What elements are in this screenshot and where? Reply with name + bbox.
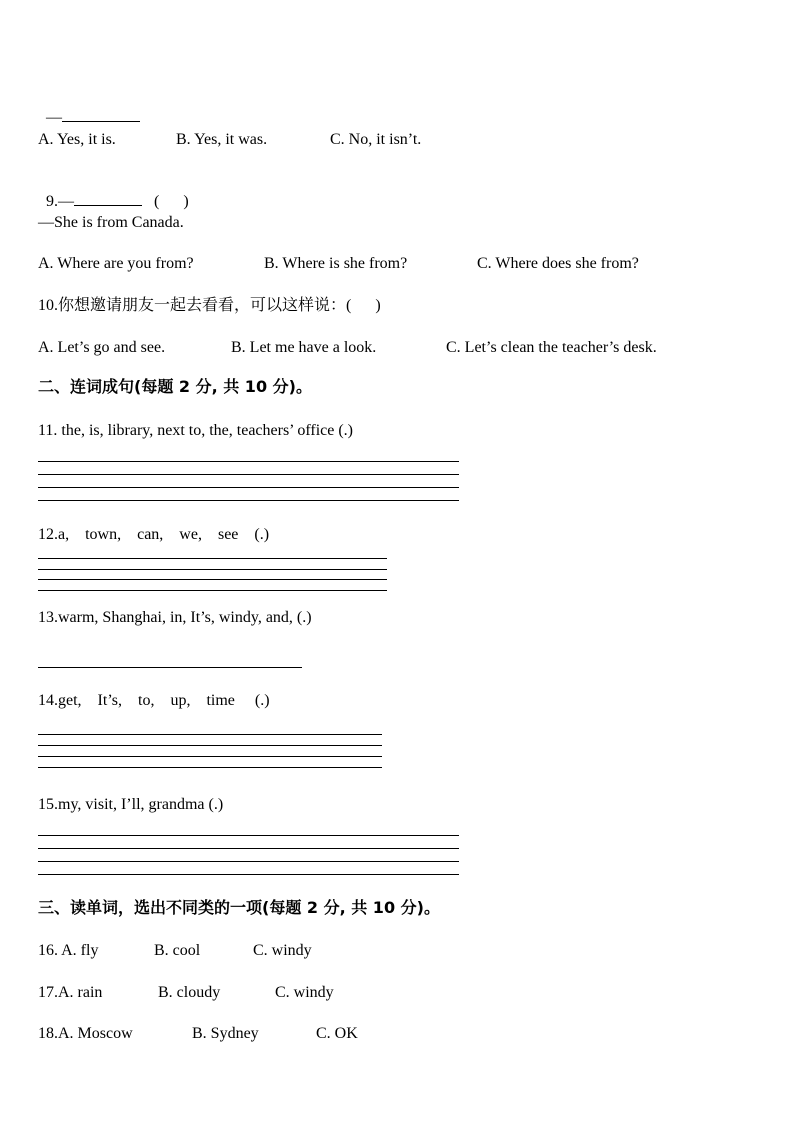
q13-prompt: 13.warm, Shanghai, in, It’s, windy, and, (.) — [38, 609, 312, 626]
q13-writing-line[interactable] — [38, 667, 302, 668]
q18-option-b[interactable]: B. Sydney — [192, 1025, 259, 1042]
q8-answer-line — [38, 88, 140, 128]
q8-option-a[interactable]: A. Yes, it is. — [38, 131, 116, 148]
q10-option-c[interactable]: C. Let’s clean the teacher’s desk. — [446, 339, 657, 356]
q14-writing-line[interactable] — [38, 767, 382, 768]
q10-option-b[interactable]: B. Let me have a look. — [231, 339, 377, 356]
q10-stem: 10.你想邀请朋友一起去看看，可以这样说：( ) — [38, 297, 381, 314]
q12-writing-line[interactable] — [38, 579, 387, 580]
q16-option-a[interactable]: 16. A. fly — [38, 942, 99, 959]
q14-prompt: 14.get, It’s, to, up, time (.) — [38, 692, 270, 709]
q8-option-b[interactable]: B. Yes, it was. — [176, 131, 268, 148]
q11-writing-line[interactable] — [38, 500, 459, 501]
q14-writing-line[interactable] — [38, 734, 382, 735]
q10-option-a[interactable]: A. Let’s go and see. — [38, 339, 166, 356]
q11-writing-line[interactable] — [38, 487, 459, 488]
q15-writing-line[interactable] — [38, 861, 459, 862]
q16-option-b[interactable]: B. cool — [154, 942, 201, 959]
q12-writing-line[interactable] — [38, 558, 387, 559]
q14-writing-line[interactable] — [38, 745, 382, 746]
q9-option-c[interactable]: C. Where does she from? — [477, 255, 639, 272]
q12-writing-line[interactable] — [38, 569, 387, 570]
q9-reply: —She is from Canada. — [38, 214, 184, 231]
q9-stem: 9.— — [46, 193, 74, 210]
q8-dash: — — [46, 109, 62, 126]
q16-option-c[interactable]: C. windy — [253, 942, 312, 959]
q11-writing-line[interactable] — [38, 474, 459, 475]
q12-writing-line[interactable] — [38, 590, 387, 591]
q8-option-c[interactable]: C. No, it isn’t. — [330, 131, 422, 148]
q17-option-c[interactable]: C. windy — [275, 984, 334, 1001]
q9-blank[interactable] — [74, 205, 142, 206]
q9-option-a[interactable]: A. Where are you from? — [38, 255, 194, 272]
q11-writing-line[interactable] — [38, 461, 459, 462]
q18-option-c[interactable]: C. OK — [316, 1025, 358, 1042]
q14-writing-line[interactable] — [38, 756, 382, 757]
q15-writing-line[interactable] — [38, 835, 459, 836]
q15-writing-line[interactable] — [38, 848, 459, 849]
q9-stem-line — [38, 172, 189, 212]
q18-option-a[interactable]: 18.A. Moscow — [38, 1025, 133, 1042]
q17-option-b[interactable]: B. cloudy — [158, 984, 221, 1001]
q15-prompt: 15.my, visit, I’ll, grandma (.) — [38, 796, 224, 813]
q15-writing-line[interactable] — [38, 874, 459, 875]
q12-prompt: 12.a, town, can, we, see (.) — [38, 526, 270, 543]
q11-prompt: 11. the, is, library, next to, the, teachers’ office (.) — [38, 422, 353, 439]
section2-title: 二、连词成句(每题 2 分, 共 10 分)。 — [38, 377, 312, 396]
q9-option-b[interactable]: B. Where is she from? — [264, 255, 408, 272]
q8-blank[interactable] — [62, 121, 140, 122]
section3-title: 三、读单词，选出不同类的一项(每题 2 分, 共 10 分)。 — [38, 898, 440, 917]
q9-answer-paren[interactable]: ( ) — [154, 193, 189, 210]
q17-option-a[interactable]: 17.A. rain — [38, 984, 103, 1001]
